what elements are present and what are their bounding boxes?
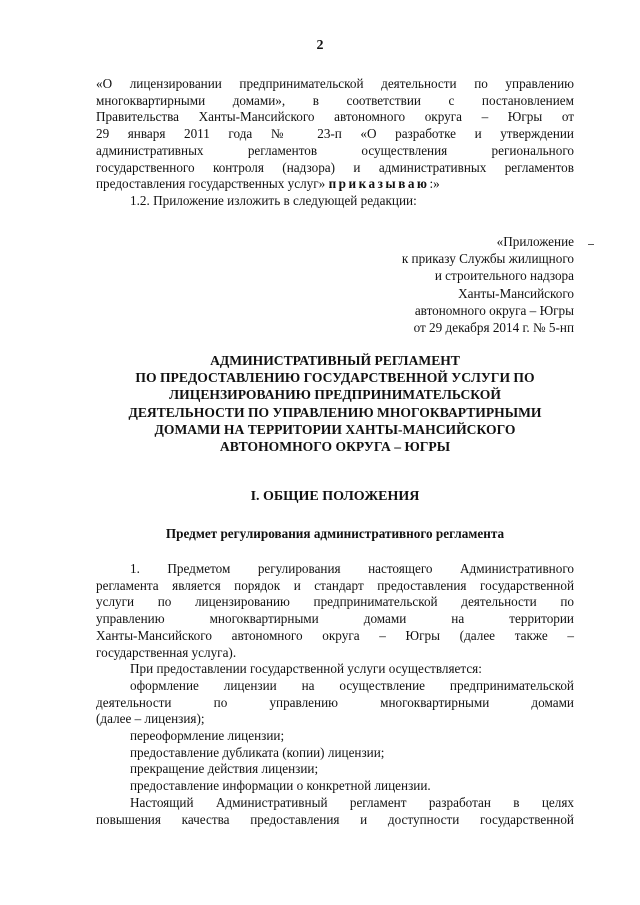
appendix-line: к приказу Службы жилищного: [401, 251, 574, 267]
p1-line: регламента является порядок и стандарт предоставления государственной: [96, 577, 574, 593]
title-line: АДМИНИСТРАТИВНЫЙ РЕГЛАМЕНТ: [210, 353, 460, 368]
appendix-line: «Приложение: [496, 234, 574, 249]
p1-line: услуги по лицензированию предпринимательской деятельности по: [96, 594, 574, 610]
appendix-line: автономного округа – Югры: [414, 302, 574, 318]
appendix-line: от 29 декабря 2014 г. № 5-нп: [413, 320, 574, 336]
title-line: АВТОНОМНОГО ОКРУГА – ЮГРЫ: [219, 439, 451, 455]
p7: предоставление информации о конкретной лицензии.: [130, 778, 431, 794]
intro-line: «О лицензировании предпринимательской деятельности по управлению: [96, 76, 574, 91]
title-line: ДЕЯТЕЛЬНОСТИ ПО УПРАВЛЕНИЮ МНОГОКВАРТИРНЫМИ: [128, 404, 542, 420]
order-word: приказываю: [328, 176, 430, 192]
title-line: ЛИЦЕНЗИРОВАНИЮ ПРЕДПРИНИМАТЕЛЬСКОЙ: [169, 387, 501, 403]
scan-mark: [588, 244, 594, 245]
p3-end: (далее – лицензия);: [96, 711, 205, 727]
appendix-line: и строительного надзора: [434, 268, 574, 284]
p6: прекращение действия лицензии;: [130, 761, 319, 777]
p3-line: оформление лицензии на осуществление предпринимательской: [130, 677, 574, 693]
p1-line: управлению многоквартирными домами на территории: [96, 611, 574, 627]
p4: переоформление лицензии;: [130, 728, 285, 744]
p5: предоставление дубликата (копии) лицензии;: [130, 744, 385, 760]
appendix-line: Ханты-Мансийского: [458, 285, 574, 301]
intro-last-end: :»: [429, 176, 440, 192]
section-heading: I. ОБЩИЕ ПОЛОЖЕНИЯ: [250, 489, 420, 504]
regulation-title: [96, 352, 574, 455]
p3-line: деятельности по управлению многоквартирными домами: [96, 694, 574, 710]
intro-line: административных регламентов осуществления регионального: [96, 142, 574, 158]
title-line: ПО ПРЕДОСТАВЛЕНИЮ ГОСУДАРСТВЕННОЙ УСЛУГИ ПО: [135, 370, 535, 386]
subsection-heading: Предмет регулирования административного регламента: [165, 526, 505, 541]
main-text: [96, 561, 574, 828]
page-number: 2: [316, 38, 324, 53]
intro-last-line: [96, 176, 574, 193]
item-1-2: 1.2. Приложение изложить в следующей редакции:: [130, 192, 417, 208]
p8-line: повышения качества предоставления и доступности государственной: [96, 811, 574, 827]
intro-line: Правительства Ханты-Мансийского автономного округа – Югры от: [96, 109, 574, 125]
intro-last-text: предоставления государственных услуг»: [96, 176, 329, 192]
intro-line: 29 января 2011 года № 23-п «О разработке и утверждении: [96, 126, 574, 142]
appendix-block: [334, 233, 574, 336]
intro-line: государственного контроля (надзора) и административных регламентов: [96, 159, 574, 175]
title-line: ДОМАМИ НА ТЕРРИТОРИИ ХАНТЫ-МАНСИЙСКОГО: [154, 421, 516, 437]
p1-line: 1. Предметом регулирования настоящего Административного: [130, 561, 574, 576]
p1-line: Ханты-Мансийского автономного округа – Югры (далее также –: [96, 627, 574, 643]
p1-end: государственная услуга).: [96, 644, 237, 660]
p8-line: Настоящий Административный регламент разработан в целях: [130, 794, 574, 810]
intro-line: многоквартирными домами», в соответствии с постановлением: [96, 92, 574, 108]
p2: При предоставлении государственной услуги осуществляется:: [130, 661, 482, 677]
intro-paragraph: [96, 76, 574, 210]
